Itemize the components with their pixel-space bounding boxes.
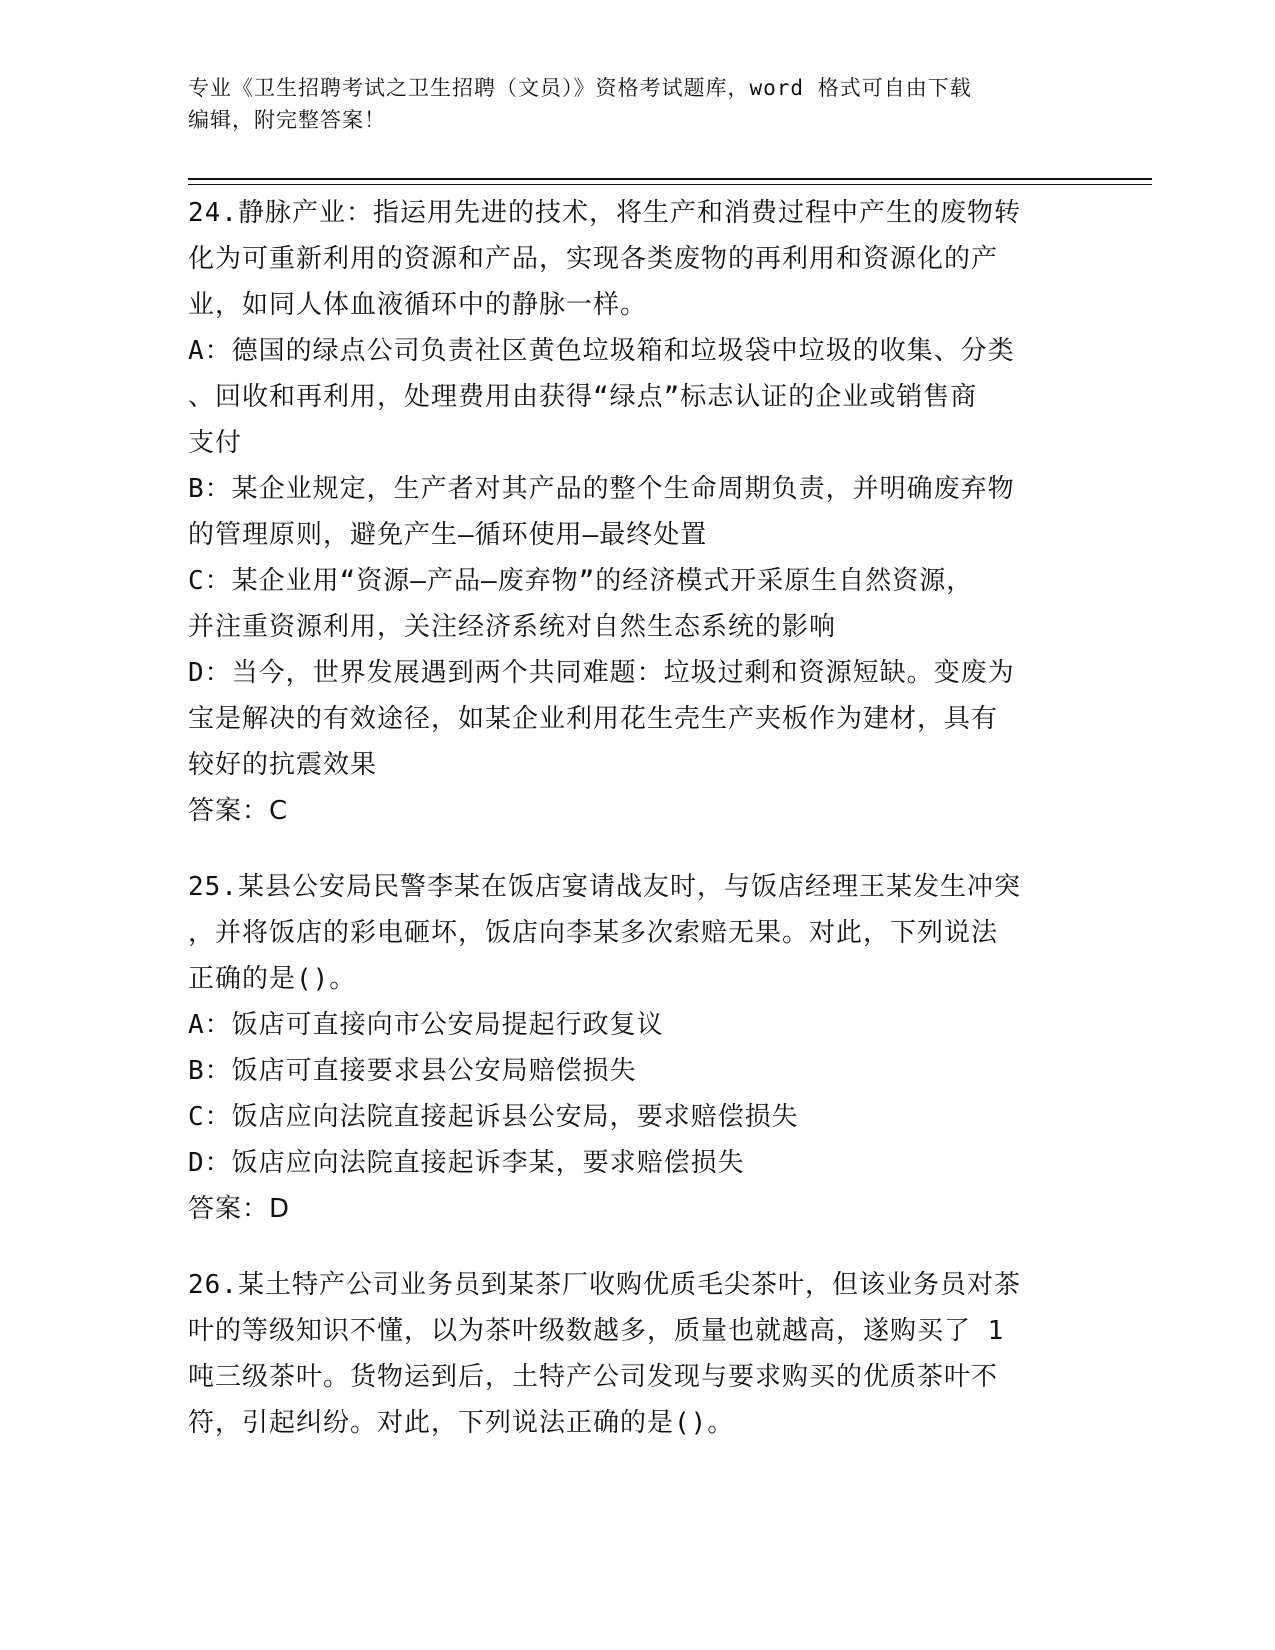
question-list: [188, 190, 1088, 1476]
option-c-line: C：饭店应向法院直接起诉县公安局，要求赔偿损失: [188, 1102, 799, 1132]
header-divider-thin: [188, 184, 1152, 185]
option-c-line: 并注重资源利用，关注经济系统对自然生态系统的影响: [188, 612, 837, 642]
option-d-line: D：当今，世界发展遇到两个共同难题：垃圾过剩和资源短缺。变废为: [188, 658, 1015, 688]
header-line-2: 编辑，附完整答案！: [188, 108, 386, 132]
question-line: 叶的等级知识不懂，以为茶叶级数越多，质量也就越高，遂购买了 1: [188, 1316, 1005, 1346]
option-b-line: B：饭店可直接要求县公安局赔偿损失: [188, 1056, 637, 1086]
question-line: 正确的是()。: [188, 964, 357, 994]
question-line: 化为可重新利用的资源和产品，实现各类废物的再利用和资源化的产: [188, 244, 999, 274]
option-b-line: 的管理原则，避免产生—循环使用—最终处置: [188, 520, 708, 550]
option-d-line: 宝是解决的有效途径，如某企业利用花生壳生产夹板作为建材，具有: [188, 704, 999, 734]
option-a-line: 、回收和再利用，处理费用由获得“绿点”标志认证的企业或销售商: [188, 382, 978, 412]
document-header: [188, 72, 1088, 136]
question-26: [188, 1262, 1088, 1446]
question-line: 吨三级茶叶。货物运到后，土特产公司发现与要求购买的优质茶叶不: [188, 1362, 999, 1392]
option-a-line: 支付: [188, 428, 243, 458]
option-c-line: C：某企业用“资源—产品—废弃物”的经济模式开采原生自然资源，: [188, 566, 974, 596]
question-line: 符，引起纠纷。对此，下列说法正确的是()。: [188, 1408, 735, 1438]
option-a-line: A：饭店可直接向市公安局提起行政复议: [188, 1010, 664, 1040]
header-divider-thick: [188, 178, 1152, 180]
option-d-line: D：饭店应向法院直接起诉李某，要求赔偿损失: [188, 1148, 745, 1178]
question-25: [188, 864, 1088, 1232]
question-line: ，并将饭店的彩电砸坏，饭店向李某多次索赔无果。对此，下列说法: [188, 918, 999, 948]
answer-label: 答案：C: [188, 796, 289, 826]
question-line: 26.某土特产公司业务员到某茶厂收购优质毛尖茶叶，但该业务员对茶: [188, 1270, 1021, 1300]
question-line: 24.静脉产业：指运用先进的技术，将生产和消费过程中产生的废物转: [188, 198, 1021, 228]
header-line-1: 专业《卫生招聘考试之卫生招聘（文员）》资格考试题库，word 格式可自由下载: [188, 76, 972, 100]
option-d-line: 较好的抗震效果: [188, 750, 378, 780]
question-line: 25.某县公安局民警李某在饭店宴请战友时，与饭店经理王某发生冲突: [188, 872, 1021, 902]
answer-label: 答案：D: [188, 1194, 291, 1224]
question-24: [188, 190, 1088, 834]
option-b-line: B：某企业规定，生产者对其产品的整个生命周期负责，并明确废弃物: [188, 474, 1015, 504]
option-a-line: A：德国的绿点公司负责社区黄色垃圾箱和垃圾袋中垃圾的收集、分类: [188, 336, 1015, 366]
question-line: 业，如同人体血液循环中的静脉一样。: [188, 290, 648, 320]
